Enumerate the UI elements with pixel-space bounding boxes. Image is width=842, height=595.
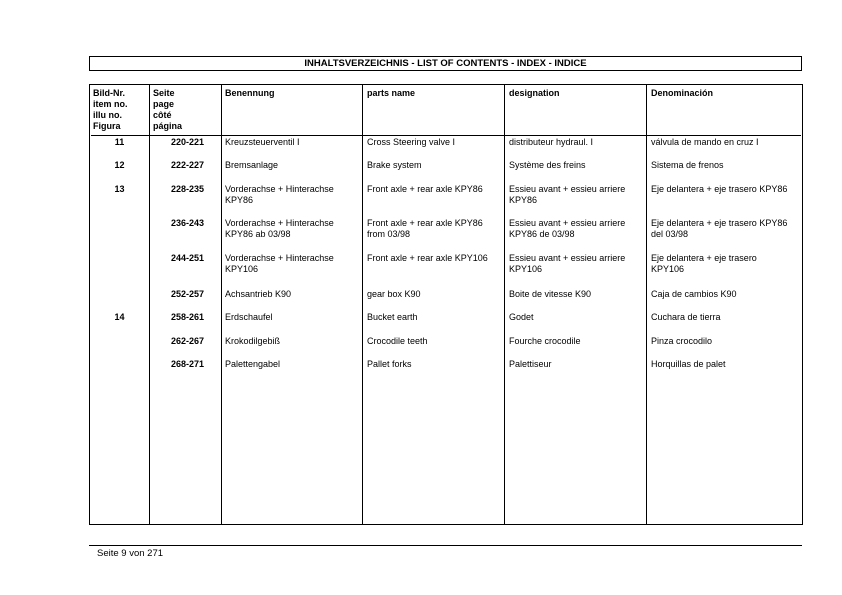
cell-benennung: Vorderachse + Hinterachse KPY106 — [225, 253, 334, 274]
cell-designation: Palettiseur — [509, 359, 552, 369]
cell-designation: distributeur hydraul. I — [509, 137, 594, 147]
cell-benennung: Achsantrieb K90 — [225, 289, 292, 299]
cell-benennung: Kreuzsteuerventil I — [225, 137, 300, 147]
header-parts-name: parts name — [367, 88, 416, 98]
cell-designation: Essieu avant + essieu arriere KPY106 — [509, 253, 626, 274]
cell-denominacion: Eje delantera + eje trasero KPY106 — [651, 253, 757, 274]
cell-denominacion: Pinza crocodilo — [651, 336, 713, 346]
cell-page: 222-227 — [170, 160, 204, 170]
cell-parts-name: Brake system — [367, 160, 422, 170]
cell-benennung: Vorderachse + Hinterachse KPY86 ab 03/98 — [225, 218, 334, 239]
contents-table — [89, 84, 803, 525]
cell-benennung: Bremsanlage — [225, 160, 279, 170]
cell-benennung: Palettengabel — [225, 359, 281, 369]
footer-divider — [89, 545, 802, 546]
header-designation: designation — [509, 88, 560, 98]
cell-parts-name: gear box K90 — [367, 289, 421, 299]
cell-figure: 12 — [114, 160, 125, 170]
cell-denominacion: Eje delantera + eje trasero KPY86 del 03/98 — [651, 218, 788, 239]
page-title: INHALTSVERZEICHNIS - LIST OF CONTENTS - INDEX - INDICE — [89, 56, 802, 71]
cell-parts-name: Cross Steering valve I — [367, 137, 456, 147]
cell-designation: Boite de vitesse K90 — [509, 289, 592, 299]
cell-designation: Fourche crocodile — [509, 336, 581, 346]
cell-page: 258-261 — [170, 312, 204, 322]
cell-page: 268-271 — [170, 359, 204, 369]
cell-denominacion: Caja de cambios K90 — [651, 289, 737, 299]
header-figure: Bild-Nr. item no. illu no. Figura — [93, 88, 128, 131]
cell-page: 244-251 — [170, 253, 204, 263]
cell-benennung: Vorderachse + Hinterachse KPY86 — [225, 184, 334, 205]
page-footer: Seite 9 von 271 — [97, 548, 164, 559]
column-divider — [221, 85, 222, 524]
cell-page: 262-267 — [170, 336, 204, 346]
cell-denominacion: Horquillas de palet — [651, 359, 726, 369]
header-page: Seite page côté página — [153, 88, 183, 131]
column-divider — [149, 85, 150, 524]
header-benennung: Benennung — [225, 88, 275, 98]
cell-parts-name: Pallet forks — [367, 359, 412, 369]
cell-designation: Essieu avant + essieu arriere KPY86 — [509, 184, 626, 205]
cell-designation: Système des freins — [509, 160, 586, 170]
column-divider — [504, 85, 505, 524]
cell-parts-name: Front axle + rear axle KPY86 — [367, 184, 483, 194]
cell-parts-name: Bucket earth — [367, 312, 418, 322]
cell-denominacion: válvula de mando en cruz I — [651, 137, 759, 147]
cell-designation: Essieu avant + essieu arriere KPY86 de 03/98 — [509, 218, 626, 239]
cell-parts-name: Front axle + rear axle KPY106 — [367, 253, 488, 263]
cell-benennung: Erdschaufel — [225, 312, 273, 322]
header-denominacion: Denominación — [651, 88, 714, 98]
cell-page: 252-257 — [170, 289, 204, 299]
cell-denominacion: Eje delantera + eje trasero KPY86 — [651, 184, 788, 194]
cell-denominacion: Cuchara de tierra — [651, 312, 721, 322]
cell-figure: 13 — [114, 184, 125, 194]
cell-page: 228-235 — [170, 184, 204, 194]
column-divider — [362, 85, 363, 524]
cell-page: 236-243 — [170, 218, 204, 228]
cell-figure: 11 — [114, 137, 125, 147]
cell-denominacion: Sistema de frenos — [651, 160, 724, 170]
cell-parts-name: Front axle + rear axle KPY86 from 03/98 — [367, 218, 483, 239]
column-divider — [646, 85, 647, 524]
cell-designation: Godet — [509, 312, 534, 322]
cell-page: 220-221 — [170, 137, 204, 147]
cell-parts-name: Crocodile teeth — [367, 336, 428, 346]
cell-benennung: Krokodilgebiß — [225, 336, 281, 346]
cell-figure: 14 — [114, 312, 125, 322]
